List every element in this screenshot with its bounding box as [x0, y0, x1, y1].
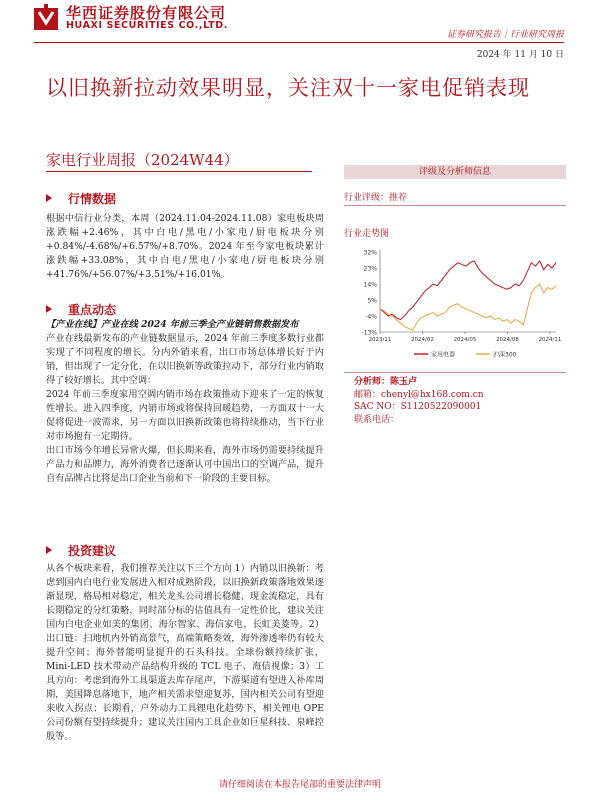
analyst-row: [354, 376, 484, 389]
advice-paragraph: [46, 562, 324, 744]
analyst-label: 分析师：: [354, 377, 391, 387]
triangle-bullet-icon: [46, 546, 52, 554]
x-tick-label: 2023/11: [368, 337, 392, 343]
analyst-email[interactable]: 邮箱：chenyl@hx168.com.cn: [354, 389, 484, 400]
analyst-contact: 联系电话：: [354, 414, 400, 425]
focus-text-3: 出口市场今年增长异常火爆，但长期来看，海外市场仍需要持续提升产品力和品牌力，海外消费者已逐渐认可中国出口的空调产品，提升自有品牌占比将是出口企业当前和下一阶段的主要目标。: [46, 445, 324, 484]
x-tick-label: 2024/11: [538, 337, 562, 343]
triangle-bullet-icon: [46, 194, 52, 202]
report-subtitle: 家电行业周报（2024W44）: [46, 151, 239, 169]
focus-paragraph: [46, 318, 324, 486]
market-paragraph: [46, 212, 324, 282]
series-line-appliance: [380, 261, 556, 320]
subtitle-divider: [46, 171, 312, 172]
trend-chart: [344, 244, 566, 369]
legend-label: 沪深300: [493, 351, 517, 359]
chart-legend: [414, 351, 517, 359]
huaxi-logo-icon: [34, 4, 58, 30]
section-market-label: 行情数据: [68, 192, 117, 206]
focus-text-2: 2024 年前三季度家用空调内销市场在政策推动下迎来了一定的恢复性增长。进入四季度，内销市场或将保持回暖趋势，一方面双十一大促将促进一波需求，另一方面以旧换新政策也将持续推动，当下行业对市场抱有一定期待。: [46, 389, 324, 442]
focus-headline: 【产业在线】产业在线 2024 年前三季全产业链销售数据发布: [46, 319, 299, 330]
analyst-name: 陈玉卢: [390, 377, 418, 387]
y-tick-label: 32%: [363, 249, 377, 257]
company-name-cn: 华西证券股份有限公司: [66, 4, 227, 22]
section-advice-label: 投资建议: [68, 544, 117, 558]
section-advice-title: [46, 542, 116, 559]
chart-series: [380, 261, 556, 330]
y-tick-label: -13%: [361, 329, 377, 337]
legal-footer: 请仔细阅读在本报告尾部的重要法律声明: [218, 780, 381, 790]
x-tick-label: 2024/02: [411, 337, 434, 343]
analyst-info: [354, 376, 484, 426]
triangle-bullet-icon: [46, 305, 52, 313]
x-tick-label: 2024/08: [496, 337, 519, 343]
panel-divider-2: [344, 372, 566, 373]
section-focus-title: [46, 301, 116, 318]
header-divider: [34, 42, 564, 43]
market-text: 根据中信行业分类，本周（2024.11.04-2024.11.08）家电板块周涨跌幅+2.46%，其中白电/黑电/小家电/厨电板块分别+0.84%/-4.68%/+6.57%/+8.70%。2024 年至今家电板块累计涨跌幅+33.08%，其中白电/黑电/小家电/厨电板块分别+41.76%/+56.07%/+3.51%/+16.01%。: [46, 213, 324, 280]
panel-header: 评级及分析师信息: [344, 165, 566, 179]
report-type: 证券研究报告｜行业研究周报: [446, 30, 564, 40]
section-market-title: [46, 190, 116, 207]
y-tick-label: 14%: [363, 281, 377, 289]
rating-label: 行业评级：: [344, 193, 390, 203]
section-focus-label: 重点动态: [68, 303, 117, 317]
y-tick-label: -4%: [365, 313, 377, 321]
report-date: 2024 年 11 月 10 日: [476, 50, 564, 60]
y-tick-label: 23%: [363, 265, 377, 273]
analyst-sac: SAC NO：S1120522090001: [354, 402, 482, 412]
legend-label: 家用电器: [431, 351, 456, 359]
panel-divider: [344, 205, 566, 206]
series-line-csi300: [380, 284, 556, 330]
x-tick-label: 2024/05: [453, 337, 477, 343]
focus-text-1: 产业在线最新发布的产业链数据显示，2024 年前三季度多数行业都实现了不同程度的增长。分内外销来看，出口市场总体增长好于内销，但出现了一定分化，在以旧换新等政策拉动下，部分行业内销取得了较好增长。其中空调：: [46, 333, 324, 386]
report-title: 以旧换新拉动效果明显，关注双十一家电促销表现: [46, 76, 530, 100]
chart-title: 行业走势图: [344, 229, 390, 239]
company-name-en: HUAXI SECURITIES CO.,LTD.: [66, 20, 228, 31]
advice-text: 从各个板块来看，我们推荐关注以下三个方向 1）内销以旧换新：考虑到国内白电行业发展进入相对成熟阶段，以旧换新政策落地效果逐渐显现，格局相对稳定，相关龙头公司增长稳健、现金流稳定，具有长期稳定的分红策略，同时部分标的估值具有一定性价比，建议关注国内白电企业如美的集团、海尔智家、海信家电、长虹美菱等。2）出口链：扫地机内外销高景气，高端策略奏效，海外渗透率仍有较大提升空间；海外替能明显提升的石头科技。全球份额持续扩张，Mini-LED 技术带动产品结构升级的 TCL 电子、海信视像；3）工具方向：考虑到海外工具渠道去库存尾声，下游渠道有望进入补库周期，美国降息落地下，地产相关需求望迎复苏，国内相关公司有望迎来收入拐点；长期看，户外动力工具锂电化趋势下，相关锂电 OPE 公司份额有望持续提升；建议关注国内工具企业如巨星科技、泉峰控股等。: [46, 563, 324, 742]
y-tick-label: 5%: [367, 297, 377, 305]
industry-rating: [344, 190, 407, 203]
rating-value: 推荐: [389, 193, 408, 203]
